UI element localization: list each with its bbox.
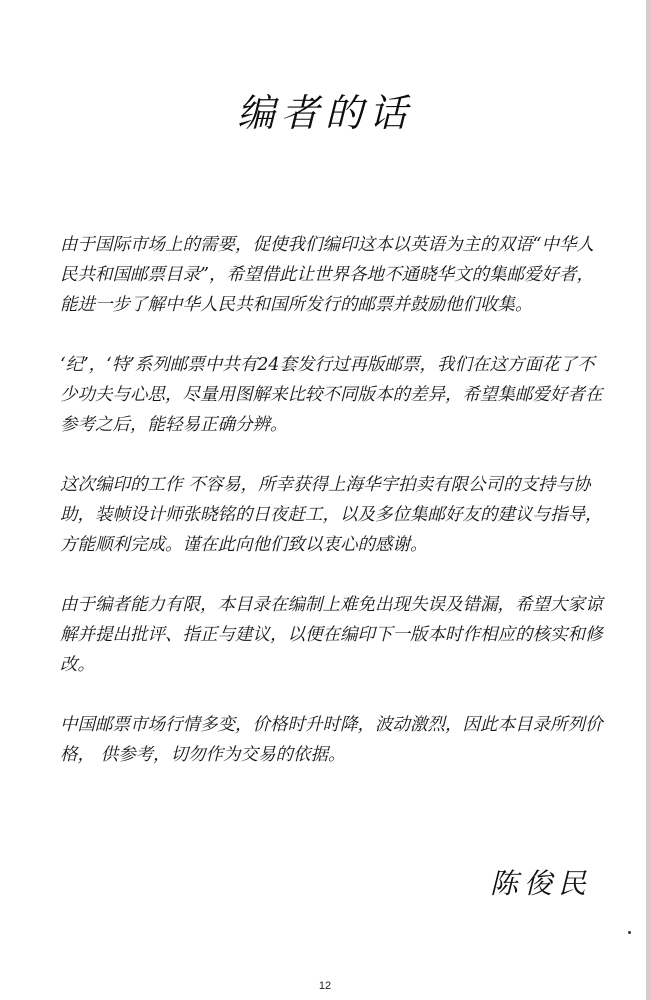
paragraph-1: 由于国际市场上的需要，促使我们编印这本以英语为主的双语“中华人民共和国邮票目录”，希望借此让世界各地不通晓华文的集邮爱好者，能进一步了解中华人民共和国所发行的邮票并鼓励他们收集。	[60, 235, 594, 315]
page-number: 12	[318, 980, 332, 992]
paragraph-4: 由于编者能力有限，本目录在编制上难免出现失误及错漏，希望大家谅解并提出批评、指正与建议，以便在编印下一版本时作相应的核实和修改。	[60, 595, 603, 675]
paragraph-5: 中国邮票市场行情多变，价格时升时降，波动激烈，因此本目录所列价格， 供参考，切勿作为交易的依据。	[60, 715, 603, 765]
editor-note-body	[60, 230, 605, 800]
paragraph-2: ‘纪’，‘特’系列邮票中共有24套发行过再版邮票，我们在这方面花了不少功夫与心思，尽量用图解来比较不同版本的差异，希望集邮爱好者在参考之后，能轻易正确分辨。	[60, 355, 603, 435]
ink-dot	[628, 931, 631, 934]
author-signature: 陈俊民	[490, 867, 593, 900]
page-edge-shadow	[646, 0, 650, 1000]
paragraph-3: 这次编印的工作 不容易，所幸获得上海华宇拍卖有限公司的支持与协助，装帧设计师张晓铭的日夜赶工，以及多位集邮好友的建议与指导，方能顺利完成。谨在此向他们致以衷心的感谢。	[60, 475, 603, 555]
page-title: 编者的话	[236, 91, 413, 135]
